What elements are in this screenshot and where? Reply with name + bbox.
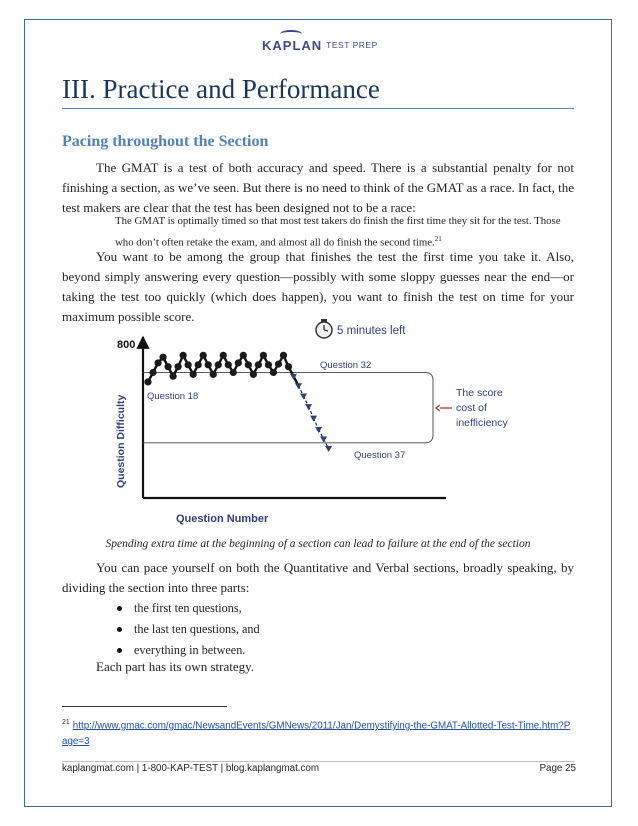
list-item: the last ten questions, and — [115, 619, 260, 640]
data-point — [325, 446, 332, 452]
footnote — [62, 715, 574, 750]
footnote-link[interactable]: http://www.gmac.com/gmac/NewsandEvents/GMNews/2011/Jan/Demystifying-the-GMAT-Allotted-Test-Time.htm?Page=3 — [62, 720, 571, 748]
paragraph-4: Each part has its own strategy. — [96, 659, 254, 674]
data-point — [159, 354, 166, 361]
data-point — [320, 437, 327, 443]
data-point — [170, 373, 177, 380]
quote-footnote-ref[interactable]: 21 — [434, 234, 442, 243]
footer-contact: kaplangmat.com | 1-800-KAP-TEST | blog.kaplangmat.com — [62, 763, 320, 774]
data-point — [280, 352, 287, 359]
data-point — [190, 371, 197, 378]
footer-divider — [62, 761, 574, 762]
paragraph-1: The GMAT is a test of both accuracy and speed. There is a substantial penalty for not finishing a section, as we’ve seen. But there is no need to think of the GMAT as a race. In fact, the test makers are clear that the test has been designed not to be a race: — [62, 160, 574, 215]
question-37-annotation: Question 37 — [354, 450, 406, 461]
footnote-number: 21 — [62, 719, 70, 726]
section-heading: Pacing throughout the Section — [62, 133, 269, 150]
data-point — [240, 352, 247, 359]
data-point — [230, 369, 237, 376]
question-18-annotation: Question 18 — [147, 391, 199, 402]
page-title: III. Practice and Performance — [62, 74, 380, 104]
data-point — [300, 394, 307, 400]
data-point — [245, 361, 252, 368]
data-point — [220, 352, 227, 359]
y-axis-label: Question Difficulty — [115, 394, 127, 488]
data-point — [315, 427, 322, 433]
data-point — [295, 383, 302, 389]
data-point — [185, 361, 192, 368]
data-point — [210, 371, 217, 378]
data-point — [260, 352, 267, 359]
score-cost-line-1: The score — [456, 387, 503, 399]
clock-icon — [316, 319, 332, 338]
footnote-divider — [62, 706, 227, 707]
list-item: everything in between. — [115, 640, 260, 661]
data-point — [144, 378, 151, 385]
data-point — [270, 369, 277, 376]
logo-sub-text: TEST PREP — [326, 40, 378, 50]
quote-text: The GMAT is optimally timed so that most test takers do finish the first time they sit for the test. Those who don’t often retake the exam, and almost all do finish the second time. — [115, 215, 561, 249]
bullet-list — [115, 598, 260, 661]
score-cost-bracket — [425, 372, 433, 442]
data-point — [250, 371, 257, 378]
data-point — [225, 361, 232, 368]
data-point — [255, 361, 262, 368]
brace-arrow-head — [436, 405, 440, 411]
data-point — [205, 361, 212, 368]
data-point — [149, 369, 156, 376]
data-point — [215, 361, 222, 368]
data-point — [265, 361, 272, 368]
data-point — [180, 352, 187, 359]
figure-caption: Spending extra time at the beginning of a section can lead to failure at the end of the section — [105, 538, 531, 550]
paragraph-3: You can pace yourself on both the Quantitative and Verbal sections, broadly speaking, by dividing the section into three parts: — [62, 560, 574, 595]
list-item: the first ten questions, — [115, 598, 260, 619]
data-point — [164, 363, 171, 370]
data-point — [235, 359, 242, 366]
data-point — [200, 352, 207, 359]
data-point — [310, 416, 317, 422]
paragraph-2: You want to be among the group that finishes the test the first time you take it. Also, beyond simply answering every question—possibly with some sloppy guesses near the end—or taking the test too quickly (which does happen), you want to finish the test on time for your maximum possible score. — [62, 249, 574, 324]
question-32-annotation: Question 32 — [320, 360, 372, 371]
footer-page-number: Page 25 — [539, 763, 576, 774]
data-point — [195, 361, 202, 368]
data-point — [285, 363, 292, 370]
data-point — [175, 363, 182, 370]
data-point — [275, 360, 282, 367]
data-point — [305, 404, 312, 410]
logo-main-text: KAPLAN — [262, 37, 323, 53]
score-cost-line-2: cost of — [456, 402, 487, 414]
score-cost-line-3: inefficiency — [456, 417, 508, 429]
data-point — [154, 359, 161, 366]
timer-annotation: 5 minutes left — [337, 325, 406, 337]
x-axis-label: Question Number — [176, 513, 269, 525]
y-tick-label: 800 — [117, 339, 136, 351]
